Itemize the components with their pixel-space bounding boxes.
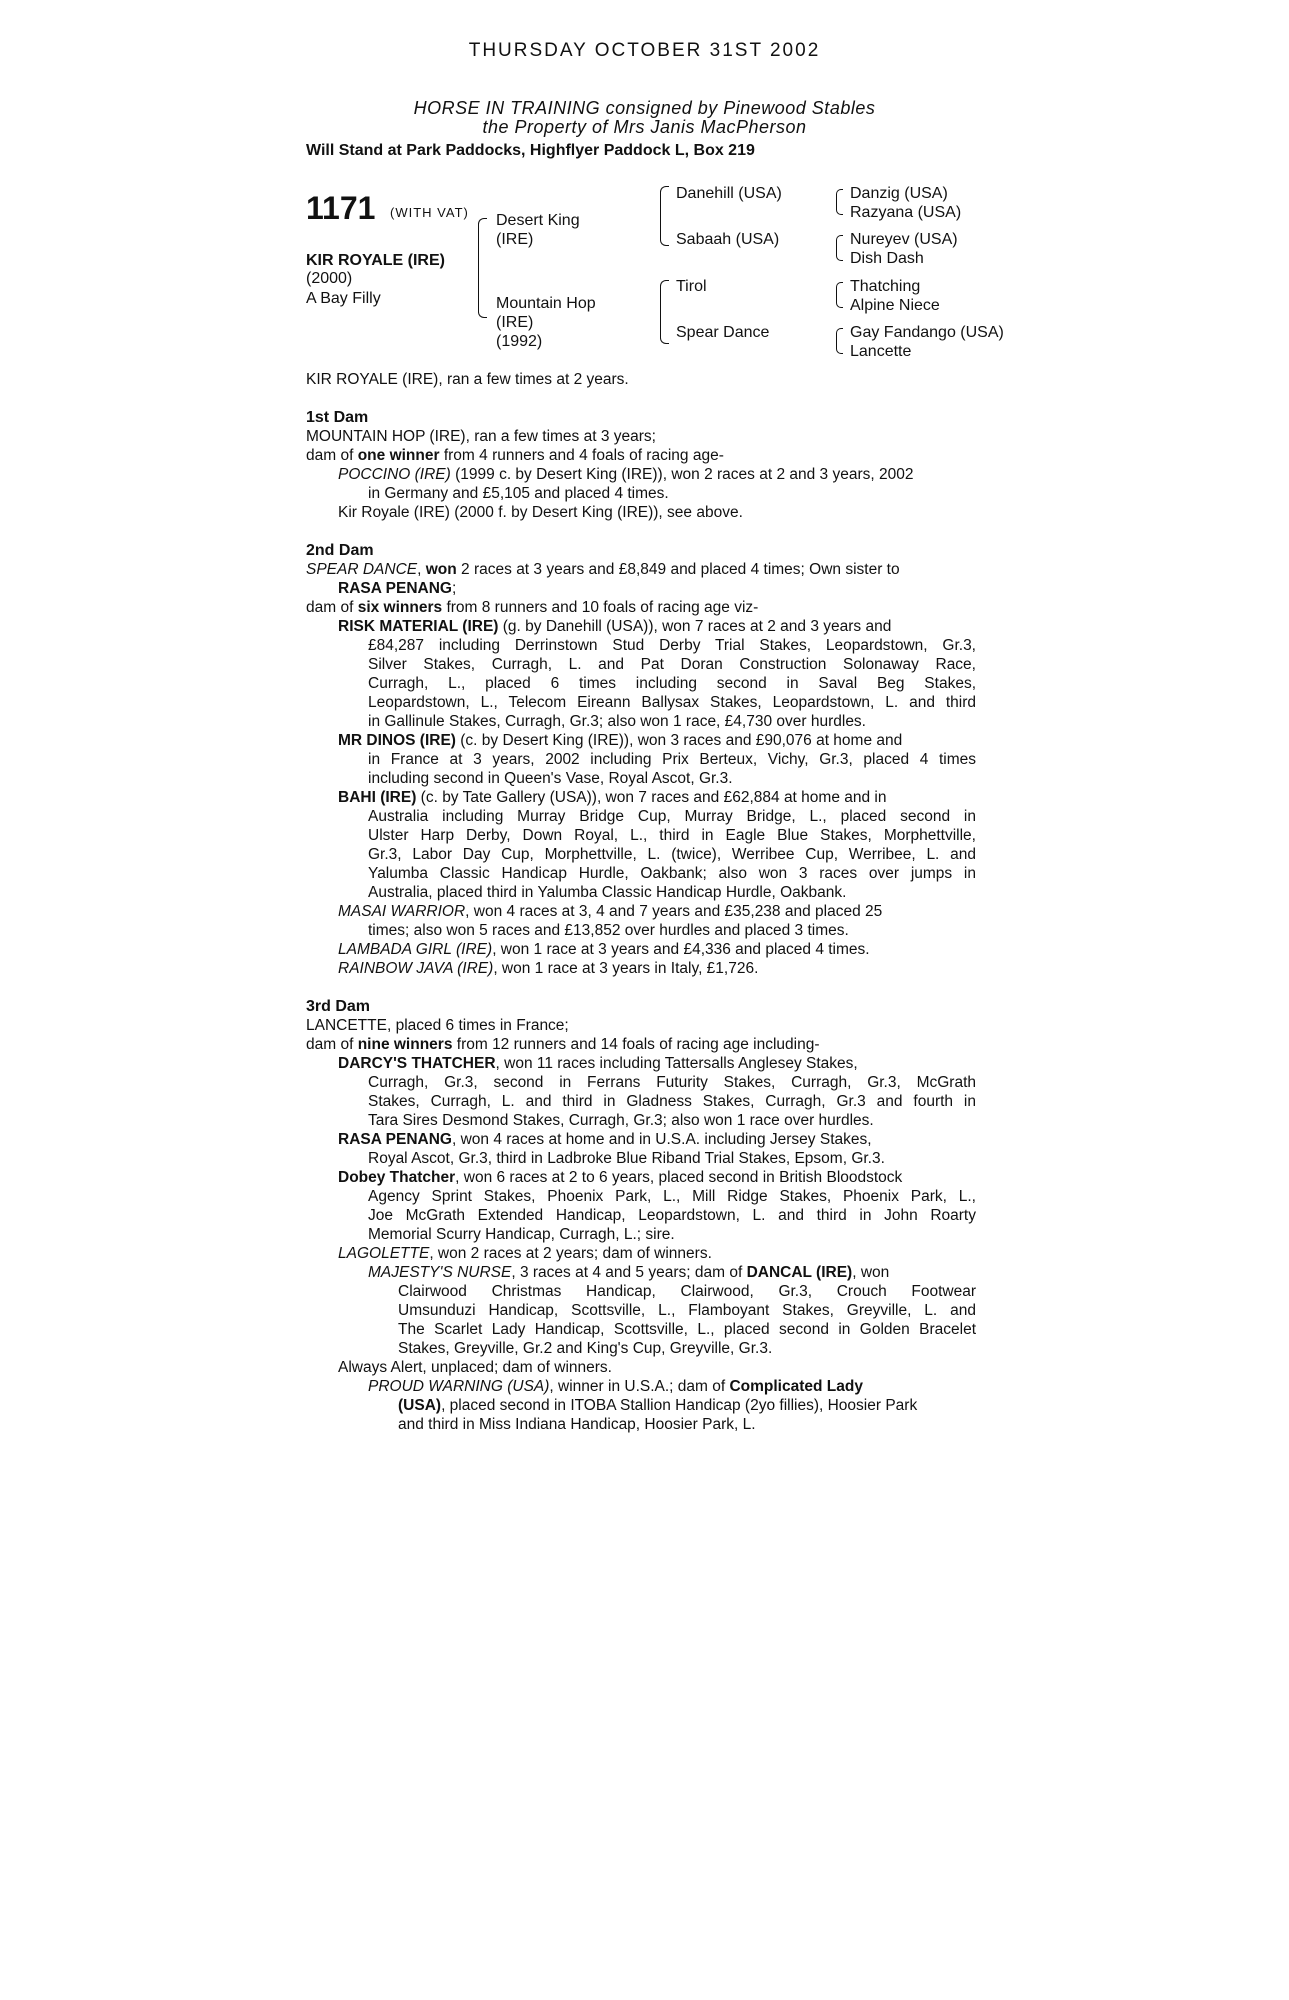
produce-rasa-penang-cont: Royal Ascot, Gr.3, third in Ladbroke Blue Riband Trial Stakes, Epsom, Gr.3. (368, 1150, 885, 1167)
third-dam-line: LANCETTE, placed 6 times in France; (306, 1017, 569, 1034)
dam-suffix: (IRE) (496, 314, 534, 331)
produce-mr-dinos: MR DINOS (IRE) (c. by Desert King (IRE)), won 3 races and £90,076 at home and (338, 732, 903, 749)
produce-darcys-thatcher-cont: Stakes, Curragh, L. and third in Gladness Stakes, Curragh, Gr.3 and fourth in (368, 1093, 976, 1110)
second-dam-sister: RASA PENANG; (338, 580, 457, 597)
produce-lambada-girl: LAMBADA GIRL (IRE), won 1 race at 3 years and £4,336 and placed 4 times. (338, 941, 870, 958)
second-dam-line: SPEAR DANCE, won 2 races at 3 years and £8,849 and placed 4 times; Own sister to (306, 561, 900, 578)
produce-kir-royale: Kir Royale (IRE) (2000 f. by Desert King (IRE)), see above. (338, 504, 743, 521)
property-line: the Property of Mrs Janis MacPherson (482, 117, 807, 137)
produce-bahi-cont: Gr.3, Labor Day Cup, Morphettville, L. (twice), Werribee Cup, Werribee, L. and (368, 846, 976, 863)
produce-masai-warrior-cont: times; also won 5 races and £13,852 over hurdles and placed 3 times. (368, 922, 849, 939)
pedigree-brace-ss (836, 189, 843, 215)
produce-dobey-thatcher-cont: Memorial Scurry Handicap, Curragh, L.; sire. (368, 1226, 675, 1243)
produce-mr-dinos-cont: in France at 3 years, 2002 including Prix Berteux, Vichy, Gr.3, placed 4 times (368, 751, 976, 768)
produce-dobey-thatcher-cont: Joe McGrath Extended Handicap, Leopardstown, L. and third in John Roarty (368, 1207, 976, 1224)
produce-majestys-nurse-cont: Stakes, Greyville, Gr.2 and King's Cup, Greyville, Gr.3. (398, 1340, 773, 1357)
dam-dam: Spear Dance (676, 324, 770, 341)
ssd: Razyana (USA) (850, 204, 962, 221)
sss: Danzig (USA) (850, 185, 948, 202)
horse-sex: A Bay Filly (306, 290, 381, 307)
produce-proud-warning: PROUD WARNING (USA), winner in U.S.A.; dam of Complicated Lady (368, 1378, 863, 1395)
produce-rainbow-java: RAINBOW JAVA (IRE), won 1 race at 3 years in Italy, £1,726. (338, 960, 759, 977)
lot-number: 1171 (306, 190, 376, 226)
second-dam-heading: 2nd Dam (306, 542, 374, 559)
pedigree-brace-sd (836, 235, 843, 261)
dam-sire: Tirol (676, 278, 707, 295)
lot-summary: KIR ROYALE (IRE), ran a few times at 2 years. (306, 371, 629, 388)
produce-majestys-nurse-cont: Umsunduzi Handicap, Scottsville, L., Flamboyant Stakes, Greyville, L. and (398, 1302, 976, 1319)
produce-mr-dinos-cont: including second in Queen's Vase, Royal Ascot, Gr.3. (368, 770, 733, 787)
sire-suffix: (IRE) (496, 231, 534, 248)
produce-rasa-penang: RASA PENANG, won 4 races at home and in U.S.A. including Jersey Stakes, (338, 1131, 872, 1148)
produce-bahi: BAHI (IRE) (c. by Tate Gallery (USA)), won 7 races and £62,884 at home and in (338, 789, 887, 806)
produce-majestys-nurse-cont: The Scarlet Lady Handicap, Scottsville, L., placed second in Golden Bracelet (398, 1321, 976, 1338)
dam-year: (1992) (496, 333, 543, 350)
produce-bahi-cont: Australia, placed third in Yalumba Classic Handicap Hurdle, Oakbank. (368, 884, 847, 901)
ddd: Lancette (850, 343, 912, 360)
sire-sire: Danehill (USA) (676, 185, 782, 202)
horse-year: (2000) (306, 270, 353, 287)
produce-lagolette: LAGOLETTE, won 2 races at 2 years; dam of winners. (338, 1245, 712, 1262)
produce-poccino-cont: in Germany and £5,105 and placed 4 times. (368, 485, 669, 502)
pedigree-brace-main (478, 218, 487, 318)
first-dam-heading: 1st Dam (306, 409, 369, 426)
second-dam-produce-line: dam of six winners from 8 runners and 10 foals of racing age viz- (306, 599, 759, 616)
produce-dobey-thatcher-cont: Agency Sprint Stakes, Phoenix Park, L., Mill Ridge Stakes, Phoenix Park, L., (368, 1188, 976, 1205)
sire-name: Desert King (496, 212, 580, 229)
produce-risk-material: RISK MATERIAL (IRE) (g. by Danehill (USA)), won 7 races at 2 and 3 years and (338, 618, 892, 635)
pedigree-brace-dd (836, 328, 843, 354)
sdd: Dish Dash (850, 250, 924, 267)
produce-bahi-cont: Australia including Murray Bridge Cup, Murray Bridge, L., placed second in (368, 808, 976, 825)
consignment-line: HORSE IN TRAINING consigned by Pinewood Stables (413, 98, 876, 118)
produce-darcys-thatcher-cont: Tara Sires Desmond Stakes, Curragh, Gr.3; also won 1 race over hurdles. (368, 1112, 874, 1129)
produce-risk-material-cont: in Gallinule Stakes, Curragh, Gr.3; also won 1 race, £4,730 over hurdles. (368, 713, 866, 730)
produce-majestys-nurse-cont: Clairwood Christmas Handicap, Clairwood, Gr.3, Crouch Footwear (398, 1283, 976, 1300)
dam-name: Mountain Hop (496, 295, 596, 312)
produce-darcys-thatcher: DARCY'S THATCHER, won 11 races including Tattersalls Anglesey Stakes, (338, 1055, 858, 1072)
horse-name: KIR ROYALE (IRE) (306, 252, 445, 269)
produce-risk-material-cont: Silver Stakes, Curragh, L. and Pat Doran Construction Solonaway Race, (368, 656, 976, 673)
dss: Thatching (850, 278, 921, 295)
third-dam-produce-line: dam of nine winners from 12 runners and 14 foals of racing age including- (306, 1036, 820, 1053)
third-dam-heading: 3rd Dam (306, 998, 371, 1015)
produce-poccino: POCCINO (IRE) (1999 c. by Desert King (IRE)), won 2 races at 2 and 3 years, 2002 (338, 466, 914, 483)
dds: Gay Fandango (USA) (850, 324, 1004, 341)
produce-masai-warrior: MASAI WARRIOR, won 4 races at 3, 4 and 7 years and £35,238 and placed 25 (338, 903, 883, 920)
sds: Nureyev (USA) (850, 231, 958, 248)
produce-bahi-cont: Ulster Harp Derby, Down Royal, L., third in Eagle Blue Stakes, Morphettville, (368, 827, 976, 844)
sale-date: THURSDAY OCTOBER 31ST 2002 (468, 40, 821, 61)
produce-risk-material-cont: £84,287 including Derrinstown Stud Derby Trial Stakes, Leopardstown, Gr.3, (368, 637, 976, 654)
pedigree-brace-dam (660, 280, 669, 344)
pedigree-brace-sire (660, 186, 669, 246)
produce-darcys-thatcher-cont: Curragh, Gr.3, second in Ferrans Futurity Stakes, Curragh, Gr.3, McGrath (368, 1074, 976, 1091)
produce-majestys-nurse: MAJESTY'S NURSE, 3 races at 4 and 5 years; dam of DANCAL (IRE), won (368, 1264, 890, 1281)
sire-dam: Sabaah (USA) (676, 231, 780, 248)
produce-proud-warning-cont: (USA), placed second in ITOBA Stallion Handicap (2yo fillies), Hoosier Park (398, 1397, 918, 1414)
produce-always-alert: Always Alert, unplaced; dam of winners. (338, 1359, 612, 1376)
produce-risk-material-cont: Curragh, L., placed 6 times including second in Saval Beg Stakes, (368, 675, 976, 692)
produce-risk-material-cont: Leopardstown, L., Telecom Eireann Ballysax Stakes, Leopardstown, L. and third (368, 694, 976, 711)
produce-proud-warning-cont: and third in Miss Indiana Handicap, Hoosier Park, L. (398, 1416, 756, 1433)
stand-location: Will Stand at Park Paddocks, Highflyer Paddock L, Box 219 (306, 142, 755, 159)
first-dam-line: MOUNTAIN HOP (IRE), ran a few times at 3 years; (306, 428, 656, 445)
vat-note: (WITH VAT) (390, 205, 469, 220)
pedigree-brace-ds (836, 282, 843, 308)
first-dam-produce-line: dam of one winner from 4 runners and 4 foals of racing age- (306, 447, 724, 464)
produce-dobey-thatcher: Dobey Thatcher, won 6 races at 2 to 6 years, placed second in British Bloodstock (338, 1169, 903, 1186)
produce-bahi-cont: Yalumba Classic Handicap Hurdle, Oakbank; also won 3 races over jumps in (368, 865, 976, 882)
dsd: Alpine Niece (850, 297, 940, 314)
catalogue-body (306, 370, 976, 1434)
